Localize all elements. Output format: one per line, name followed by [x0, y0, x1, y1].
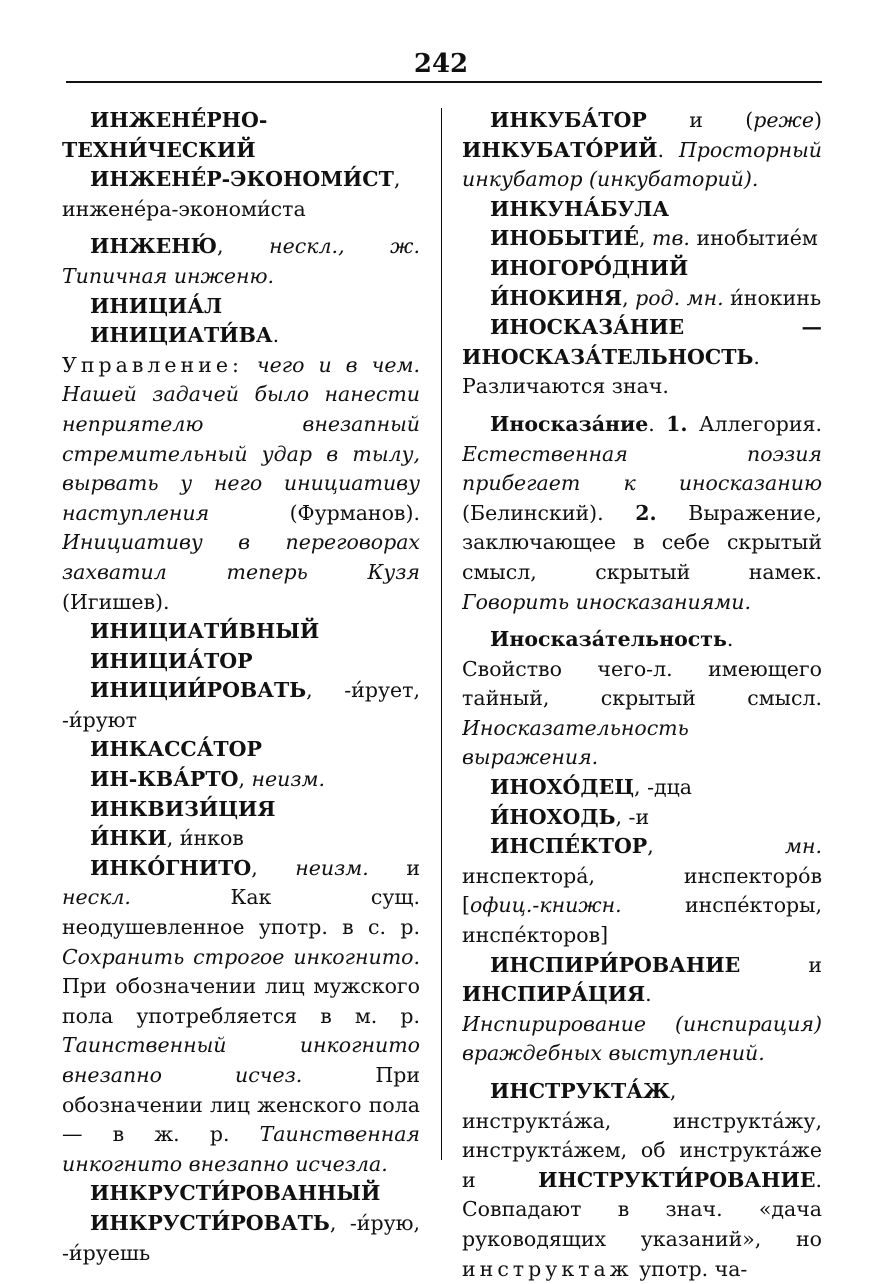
entry-text: , инструктáжа, инструктáжу, инструктáжем, об инструктáже и	[462, 1079, 822, 1192]
entry-text: Как сущ. неодушевленное употр. в с. р.	[62, 885, 420, 940]
entry-italic: мн.	[784, 834, 822, 859]
right-column	[462, 106, 822, 1284]
headword: И́НОХОДЬ	[490, 804, 616, 829]
dictionary-entry	[62, 292, 420, 322]
entry-spaced: инструктаж	[462, 1256, 633, 1281]
entry-text: , -дца	[634, 775, 693, 800]
page-number: 242	[413, 49, 469, 79]
headword: ИНИЦИАТИ́ВА	[90, 323, 273, 348]
headword: ИНСПИРА́ЦИЯ	[462, 982, 646, 1007]
headword: ИНИЦИА́Л	[90, 293, 223, 318]
headword: ИНОСКАЗА́НИЕ — ИНОСКАЗА́ТЕЛЬНОСТЬ	[462, 315, 822, 369]
dictionary-entry	[62, 165, 420, 224]
headword: ИНИЦИИ́РОВАТЬ	[90, 678, 307, 703]
entry-italic: реже	[753, 108, 814, 132]
entry-italic: Иносказательность выражения.	[462, 715, 689, 770]
headword: ИНКУБА́ТОР	[490, 108, 647, 132]
headword: ИНЖЕНЮ́	[90, 234, 218, 259]
dictionary-entry	[62, 1179, 420, 1209]
sense-number: 1.	[666, 411, 688, 436]
entry-text: Выражение, заключающее в себе скрытый смысл, скрытый намек.	[462, 500, 822, 584]
entry-italic: неизм.	[295, 855, 369, 880]
entry-text: инобытиéм	[689, 226, 818, 251]
dictionary-entry	[62, 106, 420, 165]
headword: ИНОБЫТИЕ́	[490, 226, 639, 251]
dictionary-entry	[62, 735, 420, 765]
dictionary-entry	[62, 676, 420, 735]
column-divider	[441, 108, 442, 1160]
entry-text: ,	[639, 226, 653, 251]
dictionary-entry	[462, 1077, 822, 1284]
headword: И́НКИ	[90, 826, 167, 851]
entry-italic: нескл., ж. Типичная инженю.	[62, 234, 420, 288]
entry-text: ,	[217, 234, 270, 259]
entry-text: (Белинский).	[462, 500, 636, 525]
entry-text: и́нокинь	[723, 285, 822, 310]
entry-text: инспекторá, инспекторóв [	[462, 863, 822, 918]
headword: ИНКВИЗИ́ЦИЯ	[90, 796, 276, 821]
sense-number: 2.	[635, 500, 657, 525]
left-column	[62, 106, 420, 1268]
headword: ИНИЦИАТИ́ВНЫЙ	[90, 619, 320, 644]
entry-italic: Сохранить строгое инкогнито.	[62, 944, 420, 969]
dictionary-entry	[62, 321, 420, 617]
entry-text: (Фурманов).	[209, 500, 420, 525]
entry-italic: Таинственная инкогнито внезапно исчезла.	[62, 1122, 420, 1176]
entry-italic: неизм.	[251, 767, 326, 792]
subheadword: Иносказа́тельность	[490, 627, 727, 652]
dictionary-entry	[462, 254, 822, 284]
headword: ИНОГОРО́ДНИЙ	[490, 255, 689, 280]
headword: И́НОКИНЯ	[490, 285, 623, 310]
dictionary-subentry	[462, 410, 822, 617]
entry-text: . Различаются знач.	[462, 344, 760, 399]
entry-italic: нескл.	[62, 885, 131, 910]
dictionary-entry	[462, 832, 822, 950]
entry-text: употр. ча-	[632, 1256, 748, 1281]
entry-italic: Говорить иносказаниями.	[462, 589, 752, 614]
entry-text: , -и́рует, -и́руют	[62, 678, 420, 732]
headword: ИНКО́ГНИТО	[90, 855, 252, 880]
dictionary-entry	[462, 195, 822, 225]
entry-text: , инженéра-экономи́ста	[62, 167, 401, 221]
entry-text: .	[645, 982, 652, 1007]
entry-text: )	[814, 108, 822, 132]
headword: ИНЖЕНЕ́РНО-ТЕХНИ́ЧЕСКИЙ	[62, 108, 268, 162]
headword: ИНЖЕНЕ́Р-ЭКОНОМИ́СТ	[90, 167, 394, 192]
entry-text: .	[657, 137, 679, 162]
entry-italic: Просторный инкубатор (инкубаторий).	[462, 137, 822, 192]
headword: ИНСТРУКТА́Ж	[490, 1079, 670, 1103]
dictionary-entry	[462, 224, 822, 254]
headword: ИНКУБАТО́РИЙ	[462, 137, 658, 162]
entry-italic: тв.	[652, 226, 690, 251]
dictionary-entry	[62, 1209, 420, 1268]
entry-italic: Таинственный инкогнито внезапно исчез.	[62, 1033, 420, 1087]
subheadword: Иносказа́ние	[490, 411, 649, 436]
entry-italic: Инициативу в переговорах захватил теперь Кузя	[62, 530, 420, 584]
entry-text: ,	[622, 285, 636, 310]
headword: ИНКАССА́ТОР	[90, 737, 262, 762]
entry-text: (Игишев).	[62, 589, 170, 614]
dictionary-entry	[62, 617, 420, 647]
dictionary-entry	[62, 232, 420, 291]
dictionary-entry	[462, 313, 822, 402]
dictionary-entry	[62, 824, 420, 854]
dictionary-entry	[462, 803, 822, 833]
dictionary-entry	[462, 773, 822, 803]
entry-text: ,	[251, 855, 296, 880]
entry-text: инспéкторы, инспéкторов]	[462, 893, 822, 948]
headword: ИНСПИРИ́РОВАНИЕ	[490, 952, 741, 977]
entry-text: , -и́рую, -и́руешь	[62, 1210, 420, 1265]
headword: ИНИЦИА́ТОР	[90, 648, 253, 673]
entry-italic: офиц.-книжн.	[470, 893, 622, 918]
headword: ИНКУНА́БУЛА	[490, 196, 670, 221]
dictionary-entry	[462, 284, 822, 314]
entry-text: . Свойство чего-л. имеющего тайный, скрытый смысл.	[462, 627, 822, 711]
entry-text: , и́нков	[166, 826, 244, 851]
headword: ИНКРУСТИ́РОВАННЫЙ	[90, 1181, 381, 1206]
headword: ИН-КВА́РТО	[90, 767, 239, 792]
entry-text: и	[368, 855, 420, 880]
entry-text: .	[648, 411, 667, 436]
dictionary-entry	[62, 854, 420, 1180]
headword: ИНСПЕ́КТОР	[490, 834, 648, 859]
headword: ИНСТРУКТИ́РОВАНИЕ	[538, 1167, 816, 1192]
entry-text: ,	[238, 767, 252, 792]
entry-text: При обозначении лиц мужского пола употребляется в м. р.	[62, 974, 420, 1028]
entry-italic: род. мн.	[635, 285, 724, 310]
entry-text: .	[272, 323, 280, 348]
entry-italic: Естественная поэзия прибегает к иносказанию	[462, 441, 822, 496]
dictionary-entry	[62, 765, 420, 795]
entry-spaced: Управление:	[62, 352, 243, 377]
entry-text: и	[740, 952, 822, 977]
entry-text: Аллегория.	[687, 411, 822, 436]
headword: ИНОХО́ДЕЦ	[490, 775, 635, 800]
entry-italic: чего и в чем. Нашей задачей было нанести неприятелю внезапный стремительный удар в тылу, вырвать у него инициативу наступления	[62, 352, 420, 525]
dictionary-entry	[62, 795, 420, 825]
entry-text: , -и	[615, 804, 650, 829]
entry-italic: Инспирирование (инспирация) враждебных выступлений.	[462, 1011, 822, 1066]
entry-text: При обозначении лиц женского пола — в ж. р.	[62, 1063, 420, 1147]
entry-text: ,	[647, 834, 785, 859]
dictionary-entry	[62, 647, 420, 677]
header-rule	[66, 81, 822, 83]
entry-text: . Совпадают в знач. «дача руководящих указаний», но	[462, 1167, 822, 1251]
dictionary-entry	[462, 106, 822, 195]
dictionary-entry	[462, 951, 822, 1069]
headword: ИНКРУСТИ́РОВАТЬ	[90, 1210, 330, 1235]
dictionary-subentry	[462, 625, 822, 773]
entry-text: и (	[646, 108, 754, 132]
